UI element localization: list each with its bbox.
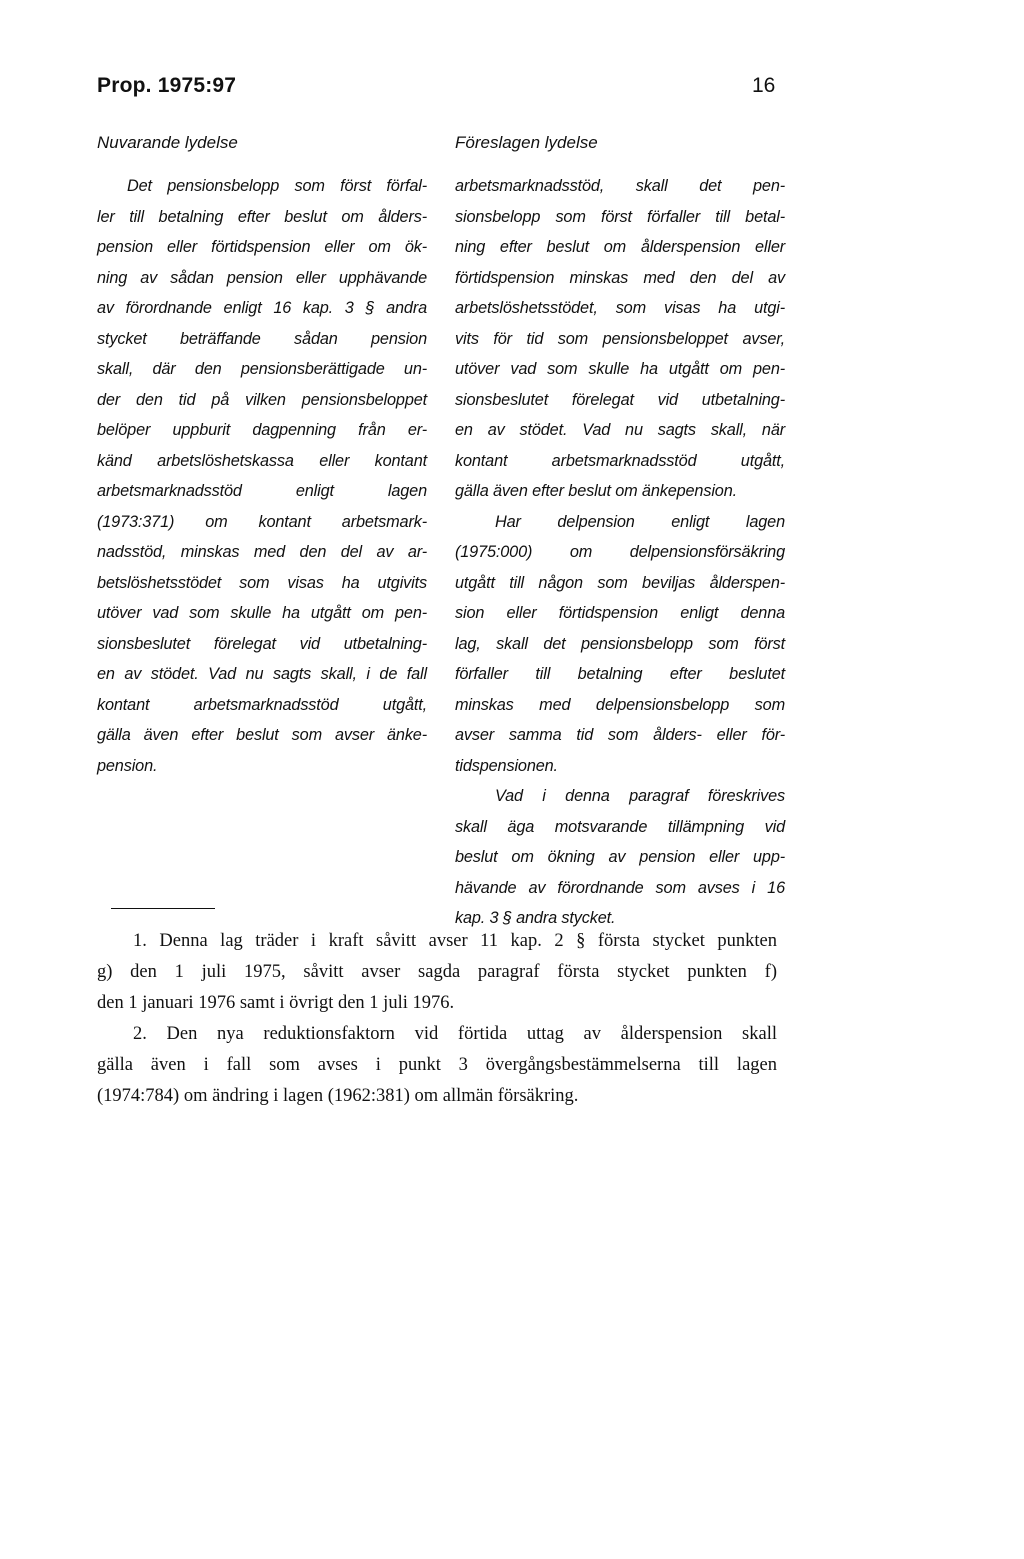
text-line: av förordnande enligt 16 kap. 3 § andra bbox=[97, 299, 427, 317]
text-line: utgått till någon som beviljas ålderspen- bbox=[455, 573, 785, 592]
column-heading-proposed: Föreslagen lydelse bbox=[455, 133, 598, 152]
footnote-line: den 1 januari 1976 samt i övrigt den 1 juli 1976. bbox=[97, 993, 455, 1013]
page-number: 16 bbox=[752, 74, 776, 97]
text-line: pension. bbox=[97, 756, 158, 775]
footnote-line: (1974:784) om ändring i lagen (1962:381) om allmän försäkring. bbox=[97, 1086, 579, 1106]
text-line: avser samma tid som ålders- eller för- bbox=[455, 726, 785, 744]
text-line: sionsbeslutet förelegat vid utbetalning- bbox=[97, 634, 427, 653]
text-line: stycket beträffande sådan pension bbox=[97, 329, 427, 348]
column-heading-current: Nuvarande lydelse bbox=[97, 133, 238, 152]
footnotes bbox=[97, 926, 777, 1112]
text-line: en av stödet. Vad nu sagts skall, i de fall bbox=[97, 665, 427, 683]
text-line: (1973:371) om kontant arbetsmark- bbox=[97, 512, 427, 531]
text-line: der den tid på vilken pensionsbeloppet bbox=[97, 390, 427, 409]
text-line: tidspensionen. bbox=[455, 756, 558, 775]
text-line: förtidspension minskas med den del av bbox=[455, 268, 785, 287]
text-line: ning av sådan pension eller upphävande bbox=[97, 268, 427, 287]
text-line: ler till betalning efter beslut om ålders- bbox=[97, 207, 427, 226]
footnote-line: g) den 1 juli 1975, såvitt avser sagda paragraf första stycket punkten f) bbox=[97, 962, 777, 982]
footnote-line: 1. Denna lag träder i kraft såvitt avser 11 kap. 2 § första stycket punkten bbox=[133, 931, 777, 951]
text-line: sionsbelopp som först förfaller till betal- bbox=[455, 207, 785, 226]
text-line: Vad i denna paragraf föreskrives bbox=[495, 787, 785, 805]
text-line: belöper uppburit dagpenning från er- bbox=[97, 421, 427, 439]
text-line: skall äga motsvarande tillämpning vid bbox=[455, 817, 785, 836]
text-line: nadsstöd, minskas med den del av ar- bbox=[97, 543, 427, 561]
text-line: beslut om ökning av pension eller upp- bbox=[455, 848, 785, 866]
text-line: arbetsmarknadsstöd, skall det pen- bbox=[455, 177, 785, 195]
text-line: skall, där den pensionsberättigade un- bbox=[97, 360, 427, 378]
running-header-title: Prop. 1975:97 bbox=[97, 74, 237, 97]
text-line: en av stödet. Vad nu sagts skall, när bbox=[455, 421, 785, 439]
footnote-line: gälla även i fall som avses i punkt 3 övergångsbestämmelserna till lagen bbox=[97, 1055, 777, 1075]
text-line: arbetsmarknadsstöd enligt lagen bbox=[97, 482, 427, 500]
text-line: förfaller till betalning efter beslutet bbox=[455, 665, 785, 683]
text-line: vits för tid som pensionsbeloppet avser, bbox=[455, 329, 785, 348]
text-line: kontant arbetsmarknadsstöd utgått, bbox=[97, 695, 427, 714]
text-line: sionsbeslutet förelegat vid utbetalning- bbox=[455, 390, 785, 409]
text-line: gälla även efter beslut om änkepension. bbox=[455, 482, 737, 500]
text-line: arbetslöshetsstödet, som visas ha utgi- bbox=[455, 299, 785, 317]
text-line: sion eller förtidspension enligt denna bbox=[455, 604, 785, 622]
text-line: betslöshetsstödet som visas ha utgivits bbox=[97, 573, 427, 592]
column-current-text bbox=[97, 171, 427, 781]
footnote-line: 2. Den nya reduktionsfaktorn vid förtida uttag av ålderspension skall bbox=[133, 1024, 777, 1044]
text-line: kap. 3 § andra stycket. bbox=[455, 909, 616, 927]
text-line: minskas med delpensionsbelopp som bbox=[455, 695, 785, 714]
text-line: pension eller förtidspension eller om ök- bbox=[97, 238, 427, 256]
text-line: hävande av förordnande som avses i 16 bbox=[455, 878, 785, 897]
text-line: ning efter beslut om ålderspension eller bbox=[455, 238, 785, 256]
text-line: utöver vad som skulle ha utgått om pen- bbox=[97, 604, 427, 622]
text-line: kontant arbetsmarknadsstöd utgått, bbox=[455, 451, 785, 470]
text-line: Det pensionsbelopp som först förfal- bbox=[127, 177, 427, 195]
text-line: lag, skall det pensionsbelopp som först bbox=[455, 634, 785, 653]
text-line: känd arbetslöshetskassa eller kontant bbox=[97, 451, 427, 470]
footnote-rule bbox=[111, 908, 215, 909]
column-proposed-text bbox=[455, 171, 785, 934]
text-line: utöver vad som skulle ha utgått om pen- bbox=[455, 360, 785, 378]
text-line: gälla även efter beslut som avser änke- bbox=[97, 726, 427, 744]
text-line: (1975:000) om delpensionsförsäkring bbox=[455, 543, 785, 561]
text-line: Har delpension enligt lagen bbox=[495, 512, 785, 531]
